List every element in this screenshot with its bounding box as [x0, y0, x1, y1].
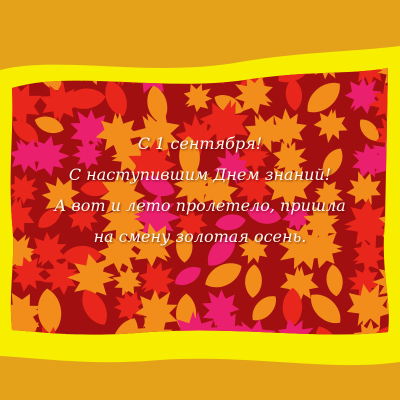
greeting-line: А вот и лето пролетело, пришла — [54, 196, 346, 215]
greeting-line: С 1 сентября! — [137, 134, 263, 153]
greeting-text — [20, 128, 380, 252]
greeting-line: на смену золотая осень. — [93, 227, 307, 246]
greeting-line: С наступившим Днем знаний! — [68, 165, 332, 184]
